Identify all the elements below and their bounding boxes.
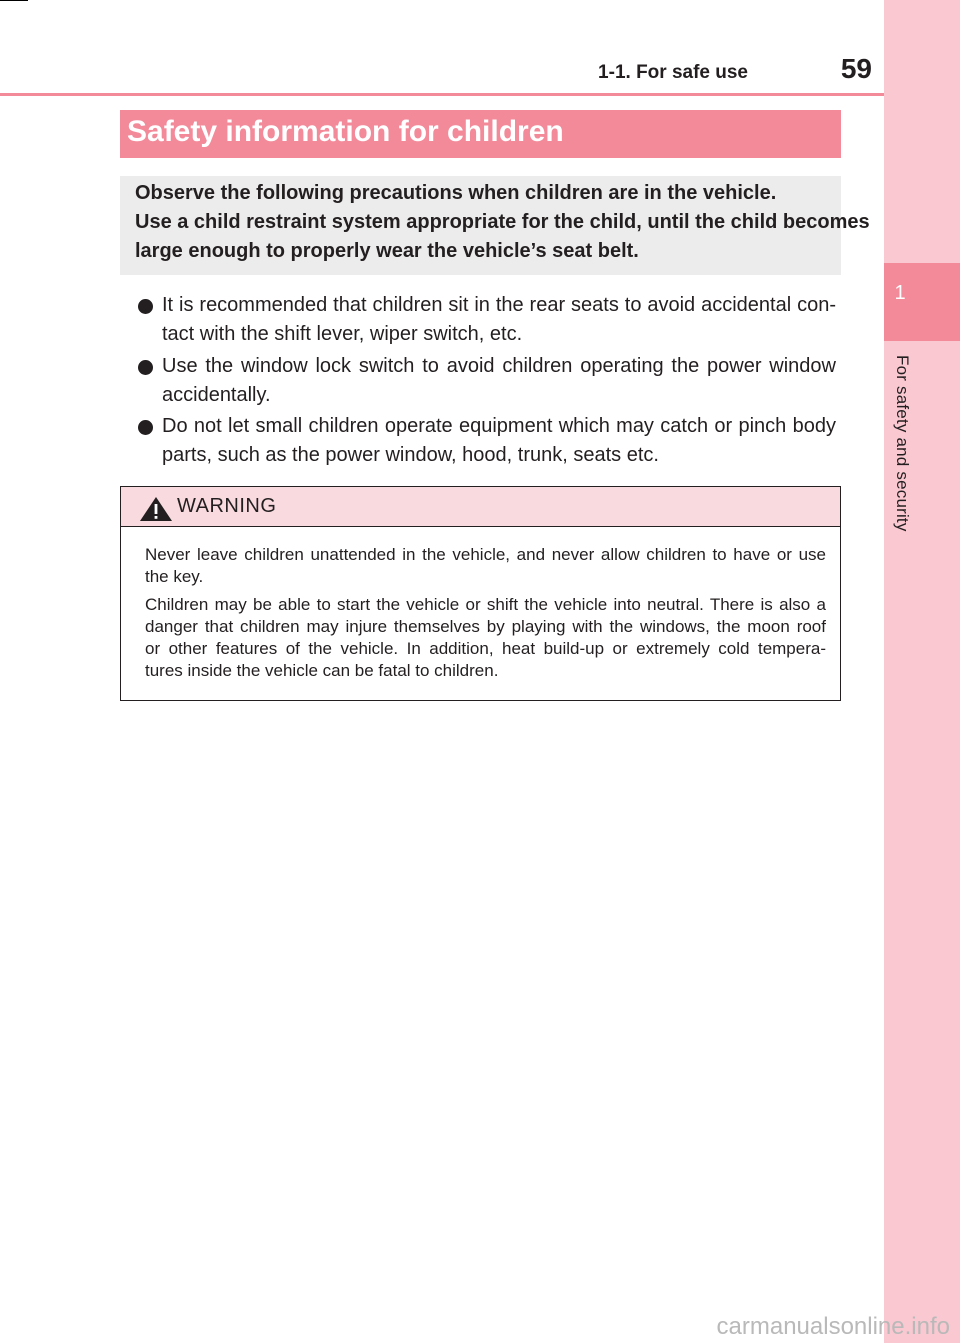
- page-number: 59: [840, 53, 872, 84]
- chapter-number: 1: [894, 282, 906, 304]
- header-rule: [0, 93, 884, 96]
- warning-text-line: tures inside the vehicle can be fatal to children.: [145, 661, 499, 680]
- bullet-icon: [138, 299, 153, 314]
- warning-text-line: Never leave children unattended in the vehicle, and never allow children to have or use: [145, 545, 826, 564]
- warning-header: [121, 487, 840, 527]
- crop-mark-left: [0, 0, 28, 1]
- warning-title: WARNING: [177, 495, 277, 517]
- bullet-line: accidentally.: [162, 384, 271, 406]
- title-bar: [120, 110, 841, 158]
- warning-text-line: danger that children may injure themselves by playing with the windows, the moon roof: [145, 617, 826, 636]
- bullet-icon: [138, 420, 153, 435]
- intro-box: [120, 176, 870, 275]
- bullet-icon: [138, 360, 153, 375]
- warning-text-line: the key.: [145, 567, 204, 586]
- warning-text-line: Children may be able to start the vehicle or shift the vehicle into neutral. There is also a: [145, 595, 826, 614]
- page-title: Safety information for children: [127, 115, 564, 148]
- bullet-line: It is recommended that children sit in the rear seats to avoid accidental con-: [162, 294, 836, 316]
- intro-line: large enough to properly wear the vehicle’s seat belt.: [135, 240, 639, 262]
- bullet-line: Do not let small children operate equipment which may catch or pinch body: [162, 415, 836, 437]
- warning-box: [120, 486, 841, 701]
- bullet-line: parts, such as the power window, hood, trunk, seats etc.: [162, 444, 659, 466]
- watermark: carmanualsonline.info: [716, 1313, 950, 1340]
- warning-text-line: or other features of the vehicle. In addition, heat build-up or extremely cold tempera-: [145, 639, 826, 658]
- bullet-line: Use the window lock switch to avoid children operating the power window: [162, 355, 836, 377]
- chapter-label: For safety and security: [893, 355, 912, 532]
- warning-triangle-icon: [139, 496, 173, 522]
- section-heading: 1-1. For safe use: [598, 62, 748, 83]
- side-strip: [884, 0, 960, 1343]
- bullet-line: tact with the shift lever, wiper switch, etc.: [162, 323, 523, 345]
- intro-line: Use a child restraint system appropriate for the child, until the child becomes: [135, 211, 870, 233]
- intro-line: Observe the following precautions when children are in the vehicle.: [135, 182, 777, 204]
